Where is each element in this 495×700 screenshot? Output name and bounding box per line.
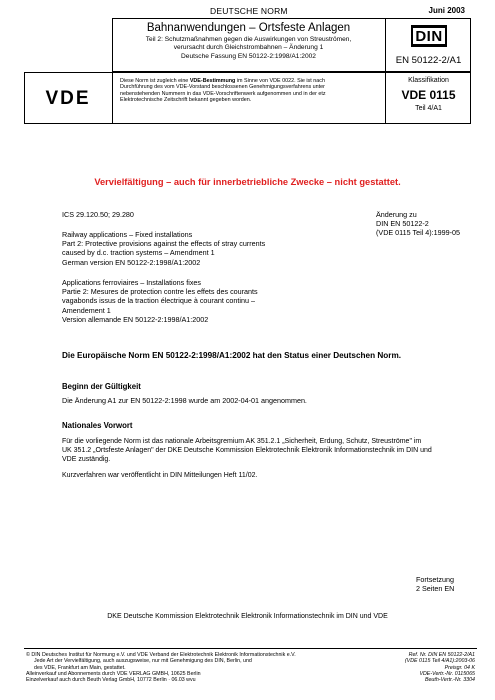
foreword-p1-line-3: VDE zuständig. <box>62 456 111 464</box>
foreword-p1-line-2: UK 351.2 „Ortsfeste Anlagen" der DKE Deutsche Kommission Elektrotechnik Elektronik Informationstechnik im DIN und <box>62 447 432 455</box>
reproduction-notice: Vervielfältigung – auch für innerbetriebliche Zwecke – nicht gestattet. <box>94 177 401 187</box>
footer-beuth-number: Beuth-Vertr.-Nr. 3304 <box>424 677 475 684</box>
vde-statement-1b: VDE-Bestimmung <box>189 78 236 84</box>
footer-left-line-3: des VDE, Frankfurt am Main, gestattet. <box>34 664 126 671</box>
footer-copyright: © DIN Deutsches Institut für Normung e.V. und VDE Verband der Elektrotechnik Elektronik Informationstechnik e.V. <box>26 652 296 658</box>
amendment-reference <box>376 210 486 238</box>
foreword-paragraph-1 <box>62 437 472 465</box>
english-title-line-1: Railway applications – Fixed installations <box>62 230 193 239</box>
classification-number: VDE 0115 <box>401 88 456 102</box>
french-title <box>62 278 362 324</box>
vde-logo-text: VDE <box>45 88 91 109</box>
vde-statement-1c: im Sinne von VDE 0022. Sie ist nach <box>235 78 325 84</box>
french-title-line-1: Applications ferroviaires – Installations fixes <box>62 278 202 287</box>
document-subtitle-1: Teil 2: Schutzmaßnahmen gegen die Auswirkungen von Streuströmen, <box>145 36 352 43</box>
english-title-line-4: German version EN 50122-2:1998/A1:2002 <box>62 257 201 267</box>
french-title-line-3: vagabonds issus de la traction électrique à courant continu – <box>62 296 255 306</box>
vde-statement-line-2: Durchführung des vom VDE-Vorstand beschlossenen Genehmigungsverfahrens unter <box>120 84 325 91</box>
french-title-line-2: Partie 2: Mesures de protection contre les effets des courants <box>62 287 258 297</box>
foreword-paragraph-2: Kurzverfahren war veröffentlicht in DIN Mitteilungen Heft 11/02. <box>62 472 258 479</box>
classification-label: Klassifikation <box>408 77 449 84</box>
footer-vde-number: VDE-Vertr.-Nr. 0115065 <box>419 670 475 677</box>
footer-left-line-2: Jede Art der Vervielfältigung, auch auszugsweise, nur mit Genehmigung des DIN, Berlin, und <box>34 658 252 665</box>
english-title-line-2: Part 2: Protective provisions against the effects of stray currents <box>62 239 266 249</box>
vde-statement-1a: Diese Norm ist zugleich eine <box>120 78 190 84</box>
amendment-ref-line-1: Änderung zu <box>376 210 417 219</box>
foreword-heading: Nationales Vorwort <box>62 421 133 430</box>
publication-date: Juni 2003 <box>428 6 465 15</box>
norm-type-label: DEUTSCHE NORM <box>210 6 288 16</box>
validity-heading: Beginn der Gültigkeit <box>62 382 141 391</box>
foreword-p1-line-1: Für die vorliegende Norm ist das nationale Arbeitsgremium AK 351.2.1 „Sicherheit, Erdung, Schutz, Streuströme" im <box>62 438 422 445</box>
continuation-line-1: Fortsetzung <box>416 575 454 584</box>
document-title: Bahnanwendungen – Ortsfeste Anlagen <box>146 22 351 34</box>
amendment-ref-line-3: (VDE 0115 Teil 4):1999-05 <box>376 228 461 238</box>
footer-ref-number: Ref. Nr. DIN EN 50122-2/A1 <box>408 652 475 658</box>
ics-codes: ICS 29.120.50; 29.280 <box>62 210 134 219</box>
amendment-ref-line-2: DIN EN 50122-2 <box>376 219 429 229</box>
dke-footer: DKE Deutsche Kommission Elektrotechnik Elektronik Informationstechnik im DIN und VDE <box>107 613 388 620</box>
vde-logo-divider <box>112 72 113 124</box>
french-title-line-5: Version allemande EN 50122-2:1998/A1:2002 <box>62 314 209 324</box>
vde-statement-line-4: Elektrotechnische Zeitschrift bekannt gegeben worden. <box>120 97 252 104</box>
din-number: EN 50122-2/A1 <box>395 55 462 66</box>
din-logo-text: DIN <box>415 28 443 45</box>
footer-right <box>365 652 475 683</box>
vde-logo <box>24 88 112 110</box>
document-subtitle-3: Deutsche Fassung EN 50122-2:1998/A1:2002 <box>181 53 316 60</box>
vde-statement-line-3: nebenstehenden Nummern in das VDE-Vorschriftenwerk aufgenommen und in der etz <box>120 90 326 97</box>
din-logo <box>411 25 447 47</box>
continuation-note <box>416 575 454 593</box>
english-title <box>62 230 362 267</box>
document-subtitle-2: verursacht durch Gleichstrombahnen – Änderung 1 <box>173 44 324 51</box>
footer-left <box>26 652 356 683</box>
status-statement: Die Europäische Norm EN 50122-2:1998/A1:2002 hat den Status einer Deutschen Norm. <box>62 351 401 360</box>
continuation-line-2: 2 Seiten EN <box>416 584 455 594</box>
vde-statement <box>120 78 382 104</box>
footer-divider <box>24 648 477 649</box>
footer-left-line-5: Einzelverkauf auch durch Beuth Verlag GmbH, 10772 Berlin · 06.03 wvu <box>26 677 196 684</box>
classification-part: Teil 4/A1 <box>415 105 442 112</box>
footer-left-line-4: Alleinverkauf und Abonnements durch VDE VERLAG GMBH, 10625 Berlin <box>26 670 201 677</box>
validity-text: Die Änderung A1 zur EN 50122-2:1998 wurde am 2002-04-01 angenommen. <box>62 396 307 405</box>
footer-price-group: Preisgr. 04 K <box>444 664 475 671</box>
english-title-line-3: caused by d.c. traction systems – Amendment 1 <box>62 248 215 258</box>
footer-ref-date: (VDE 0115 Teil 4/A1):2003-06 <box>404 658 475 665</box>
french-title-line-4: Amendement 1 <box>62 305 111 315</box>
